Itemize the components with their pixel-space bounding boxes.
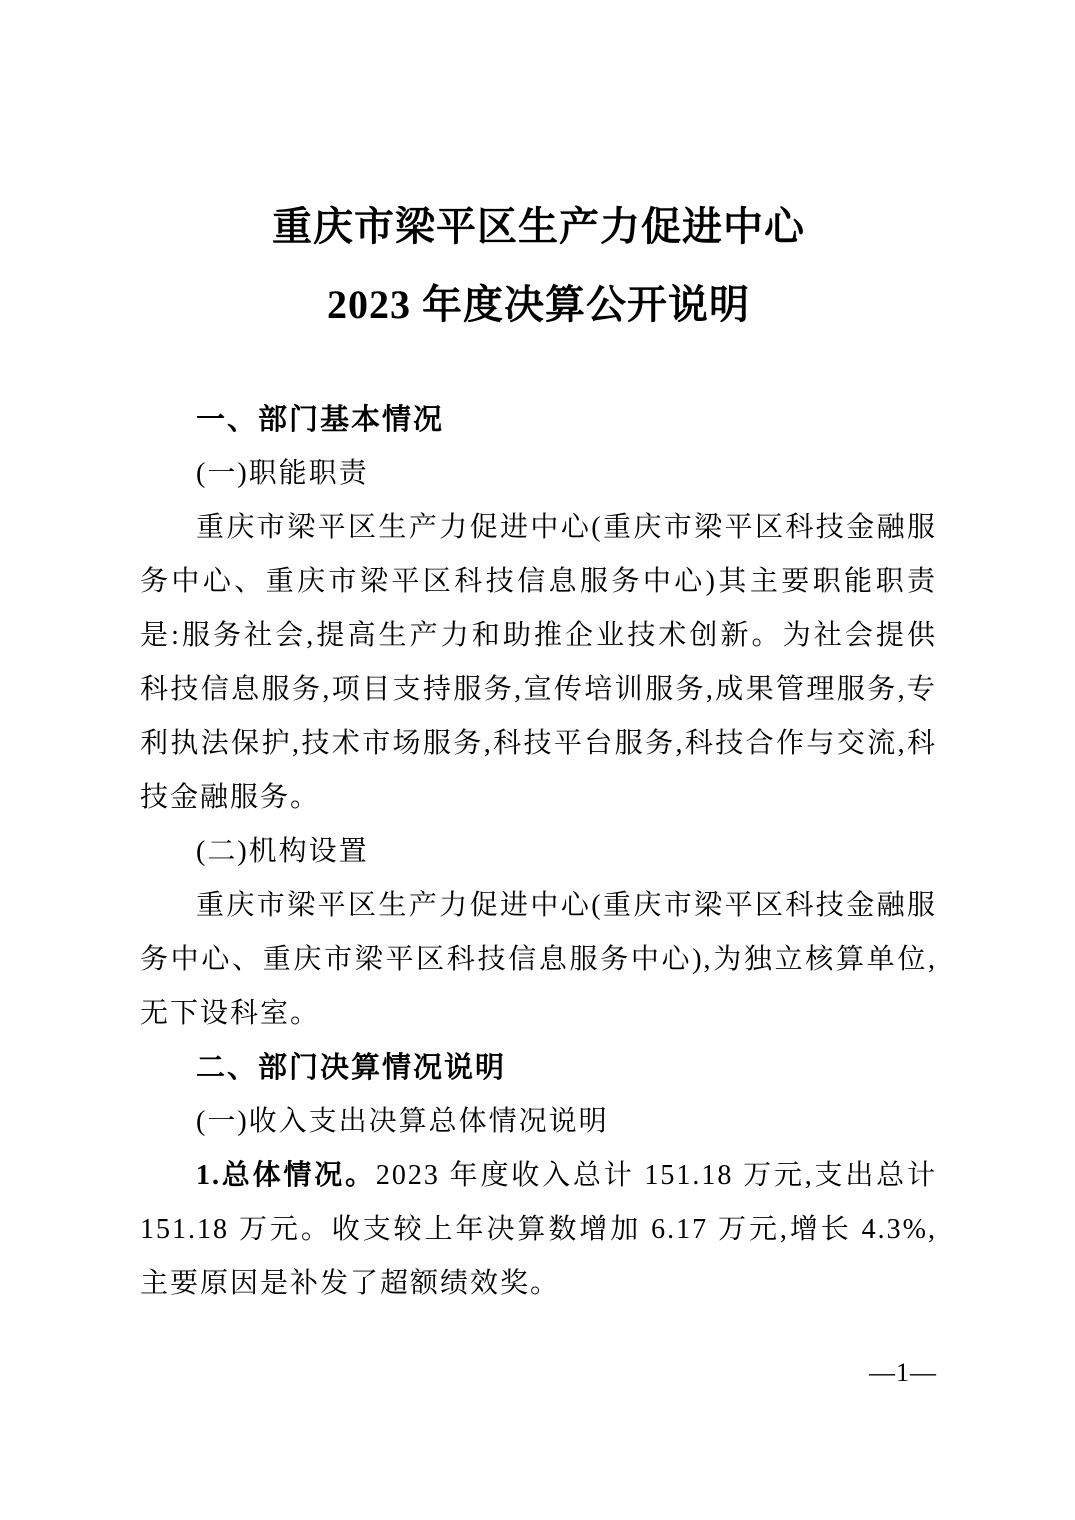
- overall-situation-text: 2023 年度收入总计 151.18 万元,支出总计 151.18 万元。收支较上年决算数增加 6.17 万元,增长 4.3%,主要原因是补发了超额绩效奖。: [140, 1160, 937, 1299]
- overall-situation-paragraph: [140, 1149, 937, 1311]
- organization-setup-paragraph: 重庆市梁平区生产力促进中心(重庆市梁平区科技金融服务中心、重庆市梁平区科技信息服务中心),为独立核算单位,无下设科室。: [140, 890, 937, 1029]
- title-line-1: 重庆市梁平区生产力促进中心: [272, 204, 805, 249]
- document-body: [140, 393, 937, 1311]
- section-2-sub-1-heading: (一)收入支出决算总体情况说明: [196, 1106, 609, 1137]
- section-1-sub-1-heading: (一)职能职责: [196, 458, 369, 489]
- document-title: [140, 188, 937, 344]
- title-line-2: 2023 年度决算公开说明: [327, 282, 750, 327]
- section-1-heading: 一、部门基本情况: [196, 404, 445, 436]
- section-1-sub-2-heading: (二)机构设置: [196, 836, 369, 867]
- section-2-heading: 二、部门决算情况说明: [196, 1052, 507, 1084]
- functions-duties-paragraph: 重庆市梁平区生产力促进中心(重庆市梁平区科技金融服务中心、重庆市梁平区科技信息服务中心)其主要职能职责是:服务社会,提高生产力和助推企业技术创新。为社会提供科技信息服务,项目支持服务,宣传培训服务,成果管理服务,专利执法保护,技术市场服务,科技平台服务,科技合作与交流,科技金融服务。: [140, 512, 937, 813]
- page-number: —1—: [869, 1358, 937, 1387]
- document-content: [140, 0, 937, 1311]
- overall-situation-lead: 1.总体情况。: [196, 1160, 376, 1191]
